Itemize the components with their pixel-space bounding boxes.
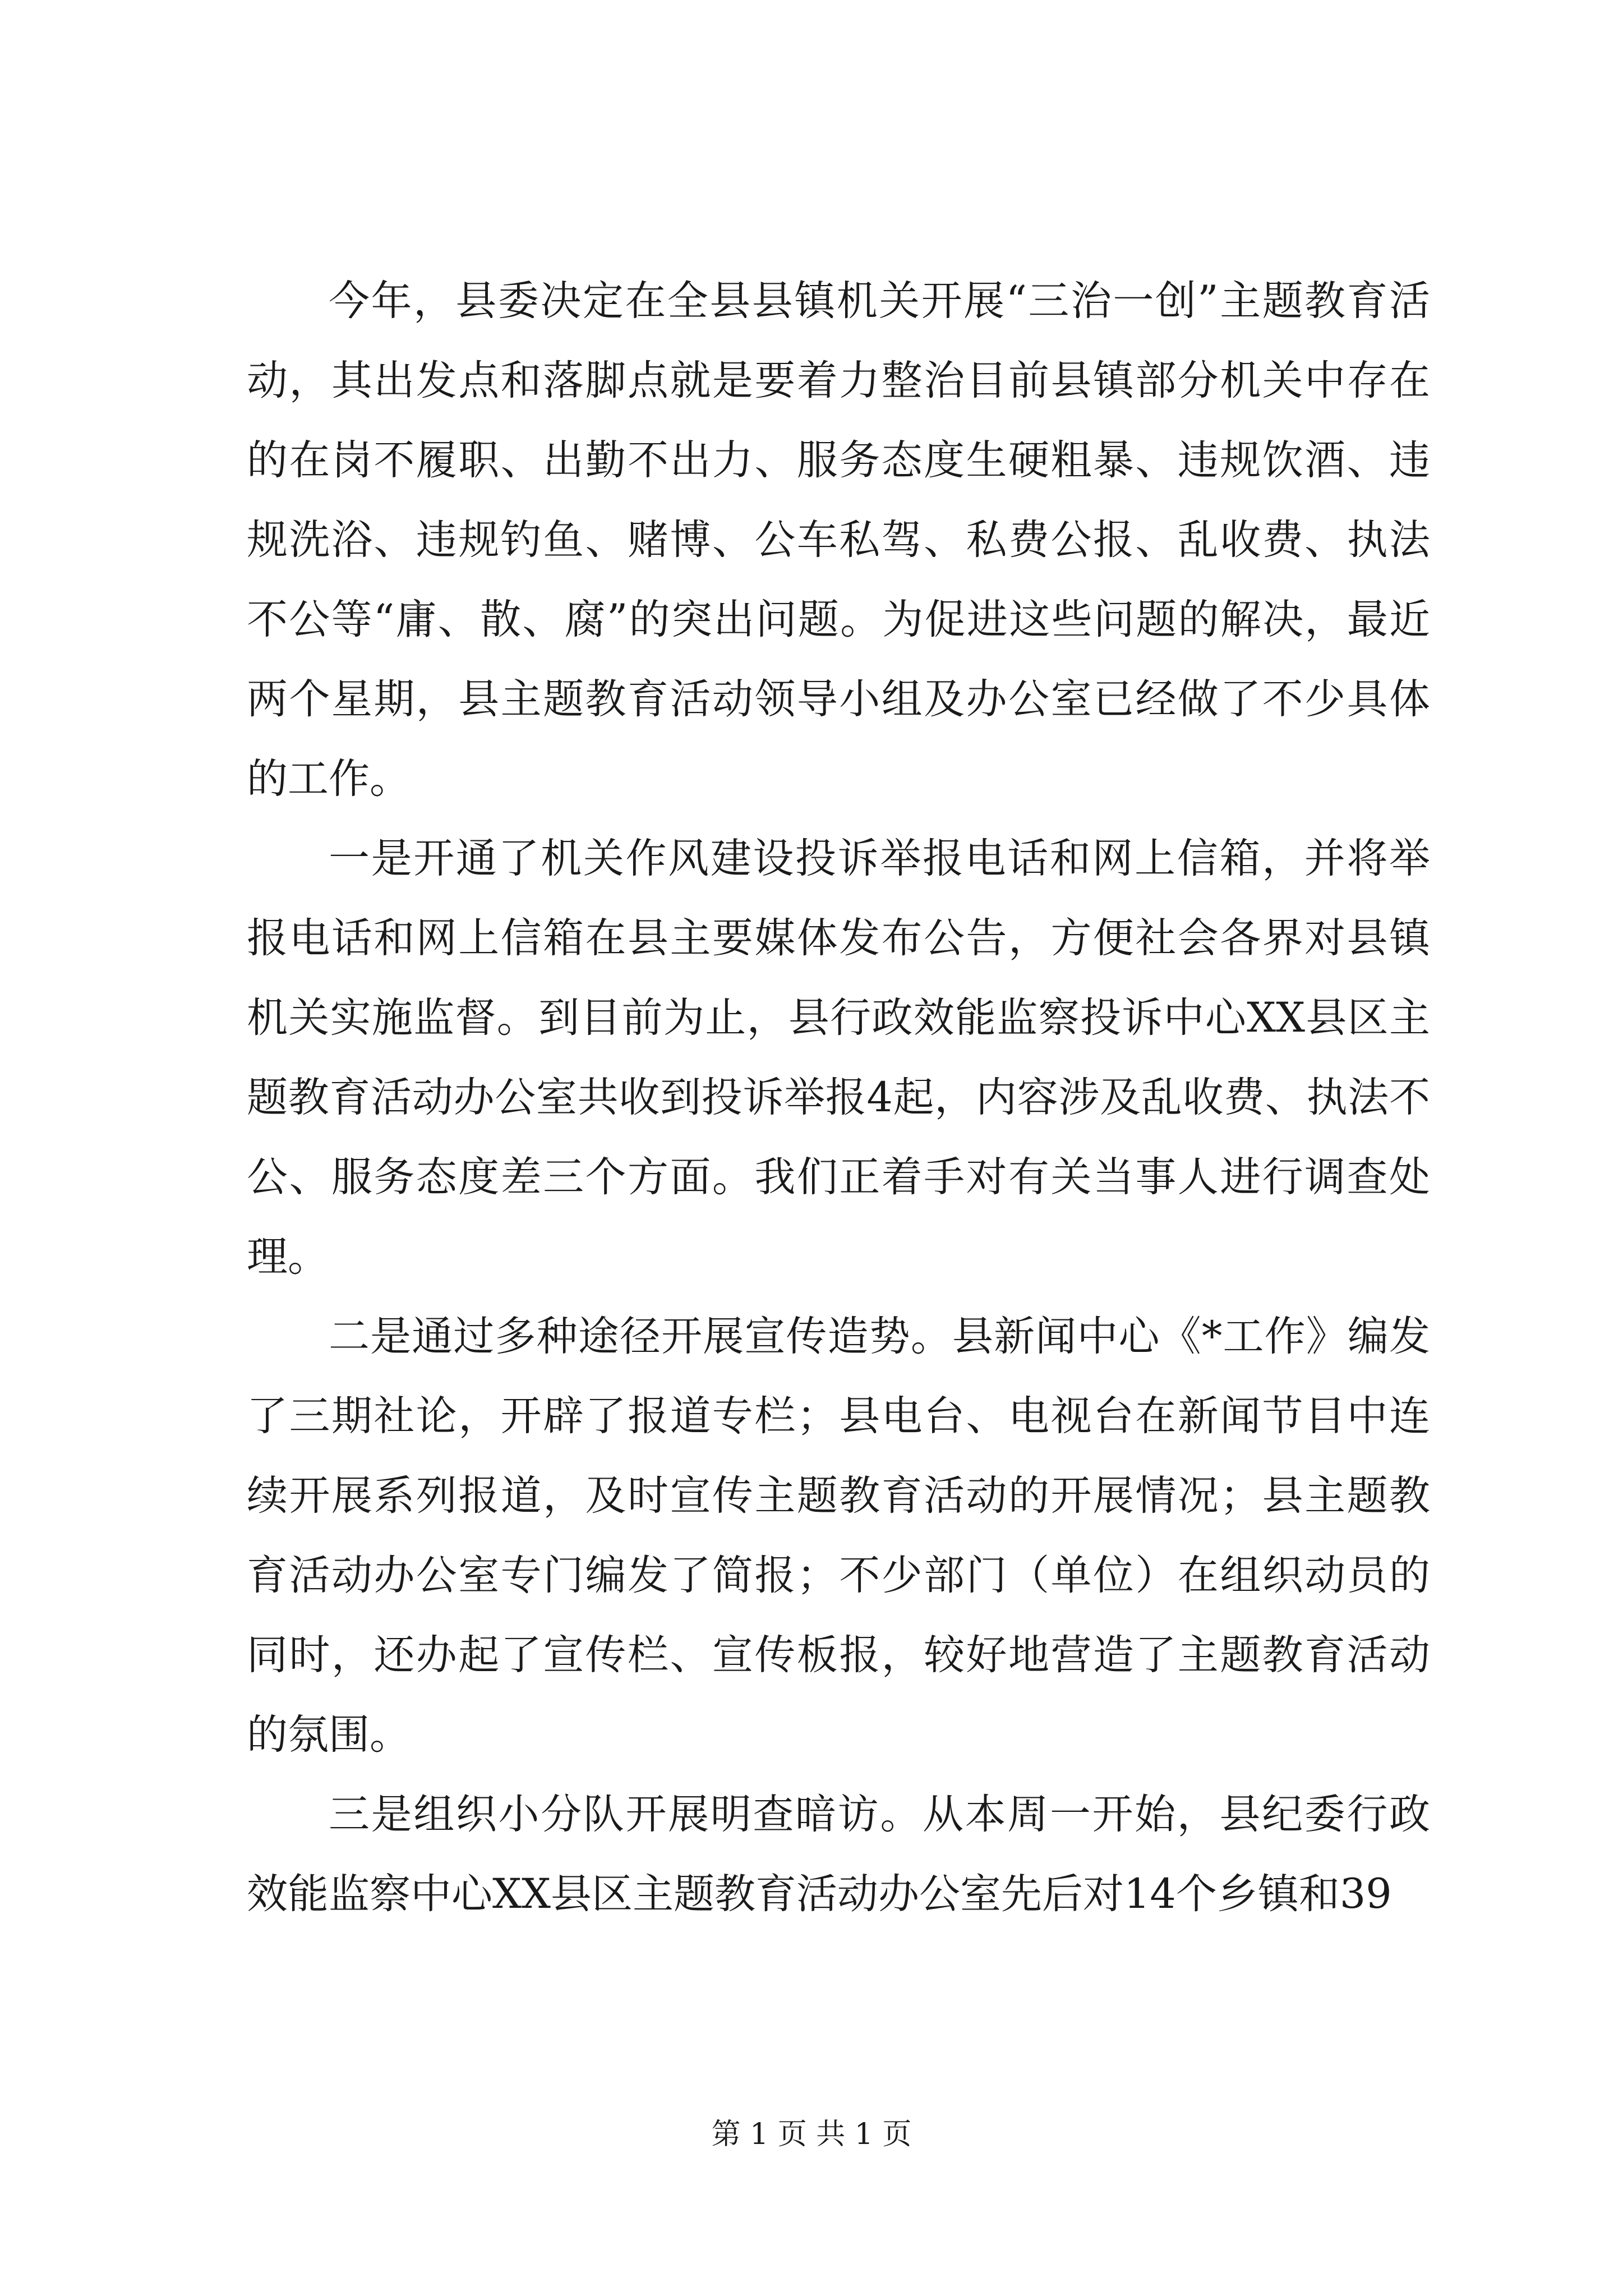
page-number-footer: 第 1 页 共 1 页 [711,2118,912,2151]
document-body [247,261,1430,1934]
paragraph-intro: 今年，县委决定在全县县镇机关开展“三治一创”主题教育活动，其出发点和落脚点就是要着力整治目前县镇部分机关中存在的在岗不履职、出勤不出力、服务态度生硬粗暴、违规饮酒、违规洗浴、违规钓鱼、赌博、公车私驾、私费公报、乱收费、执法不公等“庸、散、腐”的突出问题。为促进这些问题的解决，最近两个星期，县主题教育活动领导小组及办公室已经做了不少具体的工作。 [247,277,1430,803]
paragraph-point-one: 一是开通了机关作风建设投诉举报电话和网上信箱，并将举报电话和网上信箱在县主要媒体发布公告，方便社会各界对县镇机关实施监督。到目前为止，县行政效能监察投诉中心XX县区主题教育活动办公室共收到投诉举报4起，内容涉及乱收费、执法不公、服务态度差三个方面。我们正着手对有关当事人进行调查处理。 [247,835,1430,1281]
paragraph-point-three: 三是组织小分队开展明查暗访。从本周一开始，县纪委行政效能监察中心XX县区主题教育活动办公室先后对14个乡镇和39 [247,1791,1430,1918]
paragraph-point-two: 二是通过多种途径开展宣传造势。县新闻中心《*工作》编发了三期社论，开辟了报道专栏；县电台、电视台在新闻节目中连续开展系列报道，及时宣传主题教育活动的开展情况；县主题教育活动办公室专门编发了简报；不少部门（单位）在组织动员的同时，还办起了宣传栏、宣传板报，较好地营造了主题教育活动的氛围。 [247,1313,1430,1759]
